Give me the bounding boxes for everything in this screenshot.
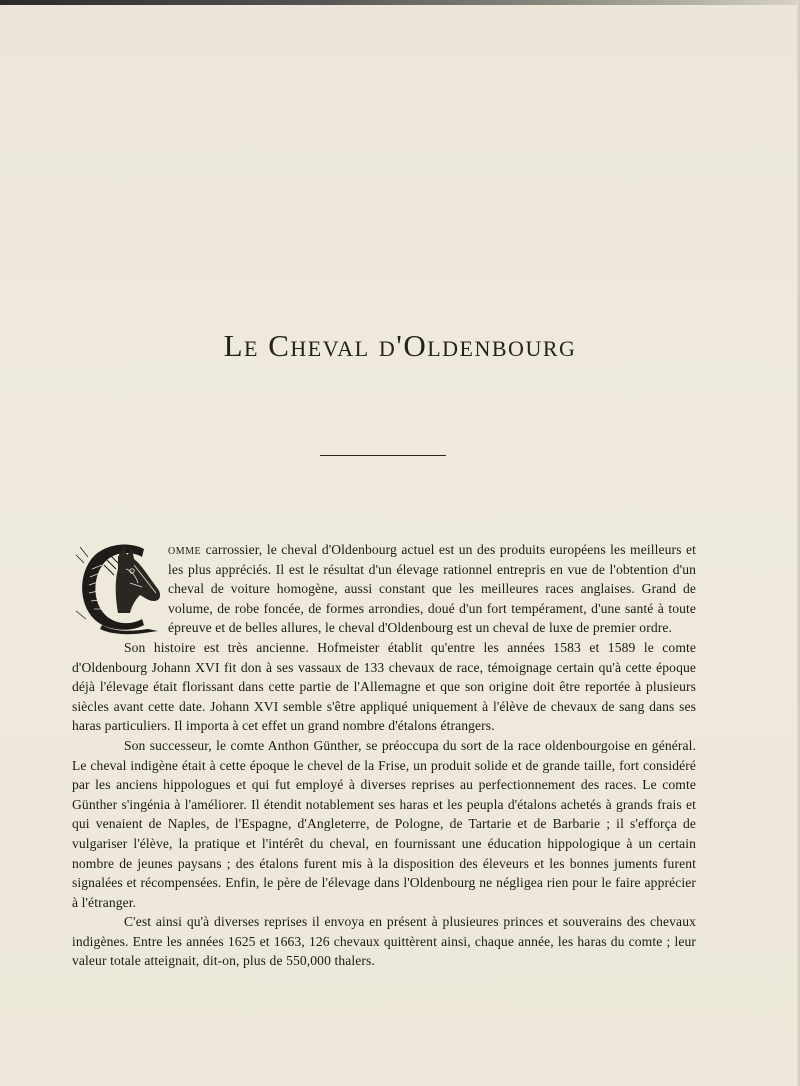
horse-head-initial-icon: [72, 539, 166, 637]
page-title: Le Cheval d'Oldenbourg: [223, 328, 577, 363]
paragraph-1: [72, 540, 696, 638]
page-top-edge: [0, 0, 800, 5]
paragraph-2: Son histoire est très ancienne. Hofmeister établit qu'entre les années 1583 et 1589 le comte d'Oldenbourg Johann XVI fit don à ses vassaux de 133 chevaux de race, témoignage certain qu'à cette époque déjà l'élevage était florissant dans cette partie de l'Allemagne et que son origine doit être reportée à plusieurs siècles avant cette date. Johann XVI semble s'être appliqué uniquement à l'élève de chevaux de sang dans ses haras particuliers. Il importa à cet effet un grand nombre d'étalons étrangers.: [72, 639, 696, 734]
paragraph-1-text: carrossier, le cheval d'Oldenbourg actuel est un des produits européens les meilleurs et les plus appréciés. Il est le résultat d'un élevage rationnel entrepris en vue de l'obtention d'un cheval de voiture homogène, aussi constant que les meilleures races anglaises. Grand de volume, de robe foncée, de formes arrondies, doué d'un fort tempérament, d'une santé à toute épreuve et de belles allures, le cheval d'Oldenbourg est un cheval de luxe de premier ordre.: [168, 542, 696, 636]
article-body: [72, 540, 696, 971]
paragraph-3: Son successeur, le comte Anthon Günther, se préoccupa du sort de la race oldenbourgoise en général. Le cheval indigène était à cette époque le chevel de la Frise, un produit solide et de grande taille, fort considéré par les anciens hippologues et qui fut employé à diverses reprises au perfectionnement des races. Le comte Günther s'ingénia à l'améliorer. Il étendit notablement ses haras et les peupla d'étalons achetés à grands frais et qui venaient de Naples, de l'Espagne, d'Angleterre, de Pologne, de Tartarie et de Barbarie ; il s'efforça de vulgariser l'élève, la pratique et l'intérêt du cheval, en fournissant une éducation hippologique à un certain nombre de jeunes paysans ; des étalons furent mis à la disposition des éleveurs et les bonnes juments furent signalées et récompensées. Enfin, le père de l'élevage dans l'Oldenbourg ne négligea rien pour le faire apprécier à l'étranger.: [72, 737, 696, 910]
drop-cap-lead-caps: omme: [168, 542, 202, 557]
title-rule: [320, 455, 446, 456]
paragraph-4: C'est ainsi qu'à diverses reprises il envoya en présent à plusieures princes et souverains des chevaux indigènes. Entre les années 1625 et 1663, 126 chevaux quittèrent ainsi, chaque année, les haras du comte ; leur valeur totale atteignait, dit-on, plus de 550,000 thalers.: [72, 914, 696, 969]
